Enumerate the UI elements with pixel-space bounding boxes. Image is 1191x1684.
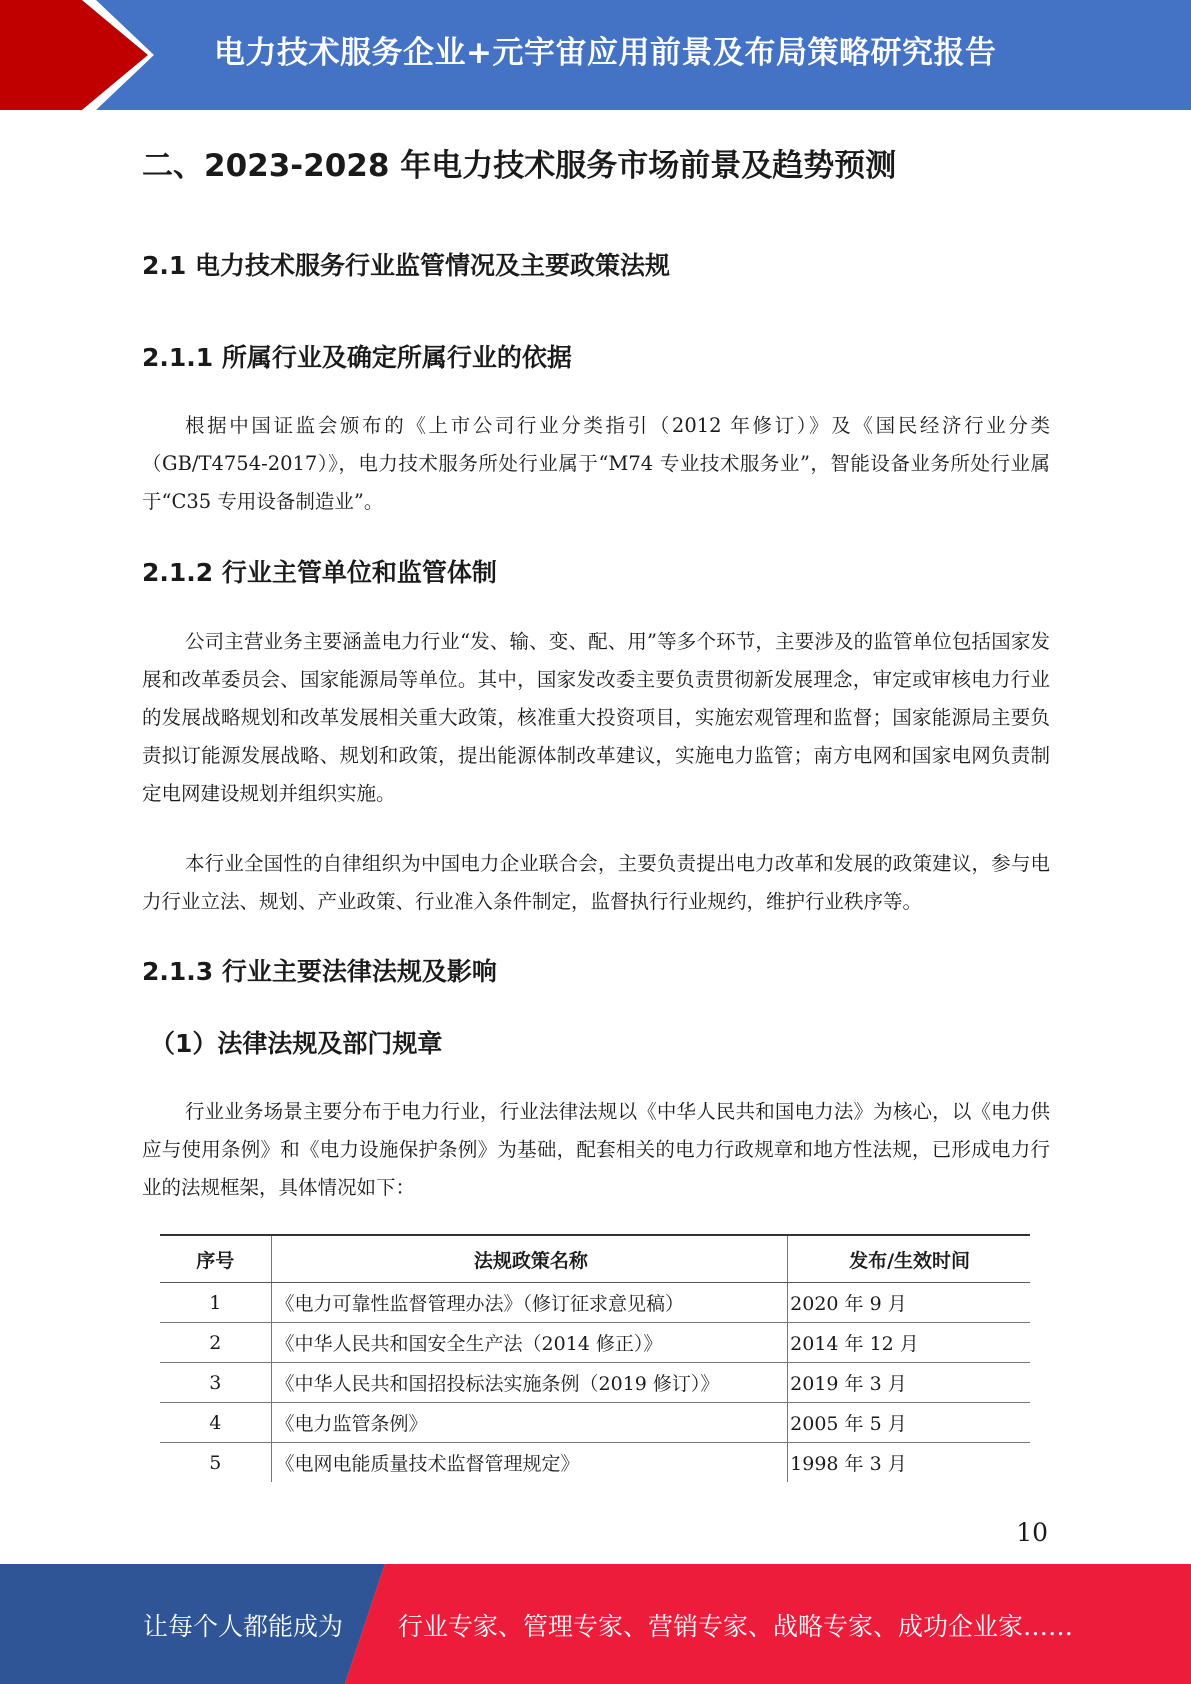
- effective-date: 2014 年 12 月: [788, 1323, 1030, 1363]
- row-number: 4: [160, 1403, 271, 1443]
- paragraph-self-regulatory-organization: 本行业全国性的自律组织为中国电力企业联合会，主要负责提出电力改革和发展的政策建议，参与电力行业立法、规划、产业政策、行业准入条件制定，监督执行行业规约，维护行业秩序等。: [142, 852, 1050, 913]
- effective-date: 2019 年 3 月: [788, 1363, 1030, 1403]
- report-title: 电力技术服务企业+元宇宙应用前景及布局策略研究报告: [214, 35, 997, 71]
- table-row: [160, 1443, 1030, 1483]
- paragraph-regulatory-authorities: 公司主营业务主要涵盖电力行业“发、输、变、配、用”等多个环节，主要涉及的监管单位包括国家发展和改革委员会、国家能源局等单位。其中，国家发改委主要负责贯彻新发展理念，审定或审核电力行业的发展战略规划和改革发展相关重大政策，核准重大投资项目，实施宏观管理和监督；国家能源局主要负责拟订能源发展战略、规划和政策，提出能源体制改革建议，实施电力监管；南方电网和国家电网负责制定电网建设规划并组织实施。: [142, 630, 1050, 805]
- page-number: 10: [1016, 1518, 1048, 1547]
- footer-slogan-left: 让每个人都能成为: [143, 1612, 344, 1641]
- footer-band: [0, 1564, 1191, 1684]
- subsection-2-1-3-title: 2.1.3 行业主要法律法规及影响: [142, 957, 497, 986]
- table-row: [160, 1403, 1030, 1443]
- policy-name: 《电力监管条例》: [271, 1403, 788, 1443]
- footer-slogan-right: 行业专家、管理专家、营销专家、战略专家、成功企业家……: [398, 1612, 1074, 1641]
- subsection-2-1-2-title: 2.1.2 行业主管单位和监管体制: [142, 558, 497, 587]
- subsection-2-1-1-title: 2.1.1 所属行业及确定所属行业的依据: [142, 343, 572, 372]
- header-chevron-decoration: [0, 0, 160, 110]
- table-row: [160, 1363, 1030, 1403]
- column-header-effective-date: 发布/生效时间: [788, 1235, 1030, 1283]
- policy-name: 《电力可靠性监督管理办法》（修订征求意见稿）: [271, 1283, 788, 1323]
- row-number: 2: [160, 1323, 271, 1363]
- effective-date: 1998 年 3 月: [788, 1443, 1030, 1483]
- table-row: [160, 1323, 1030, 1363]
- effective-date: 2020 年 9 月: [788, 1283, 1030, 1323]
- laws-regulations-heading: （1）法律法规及部门规章: [150, 1029, 443, 1058]
- row-number: 1: [160, 1283, 271, 1323]
- effective-date: 2005 年 5 月: [788, 1403, 1030, 1443]
- section-title: 二、2023-2028 年电力技术服务市场前景及趋势预测: [142, 148, 897, 184]
- table-row: [160, 1283, 1030, 1323]
- paragraph-industry-classification: 根据中国证监会颁布的《上市公司行业分类指引（2012 年修订）》及《国民经济行业分类（GB/T4754-2017）》，电力技术服务所处行业属于“M74 专业技术服务业”，智能设备业务所处行业属于“C35 专用设备制造业”。: [142, 414, 1050, 513]
- paragraph-legal-framework: 行业业务场景主要分布于电力行业，行业法律法规以《中华人民共和国电力法》为核心，以《电力供应与使用条例》和《电力设施保护条例》为基础，配套相关的电力行政规章和地方性法规，已形成电力行业的法规框架，具体情况如下：: [142, 1100, 1050, 1199]
- column-header-policy-name: 法规政策名称: [271, 1235, 788, 1283]
- header-band: [0, 0, 1191, 110]
- column-header-number: 序号: [160, 1235, 271, 1283]
- subsection-2-1-title: 2.1 电力技术服务行业监管情况及主要政策法规: [142, 251, 670, 280]
- row-number: 5: [209, 1451, 222, 1474]
- policy-name: 《中华人民共和国招投标法实施条例（2019 修订）》: [271, 1363, 788, 1403]
- row-number: 3: [160, 1363, 271, 1403]
- table-header-row: [160, 1235, 1030, 1283]
- policy-name: 《中华人民共和国安全生产法（2014 修正）》: [271, 1323, 788, 1363]
- policy-name: 《电网电能质量技术监督管理规定》: [271, 1443, 788, 1483]
- laws-table: [160, 1234, 1030, 1482]
